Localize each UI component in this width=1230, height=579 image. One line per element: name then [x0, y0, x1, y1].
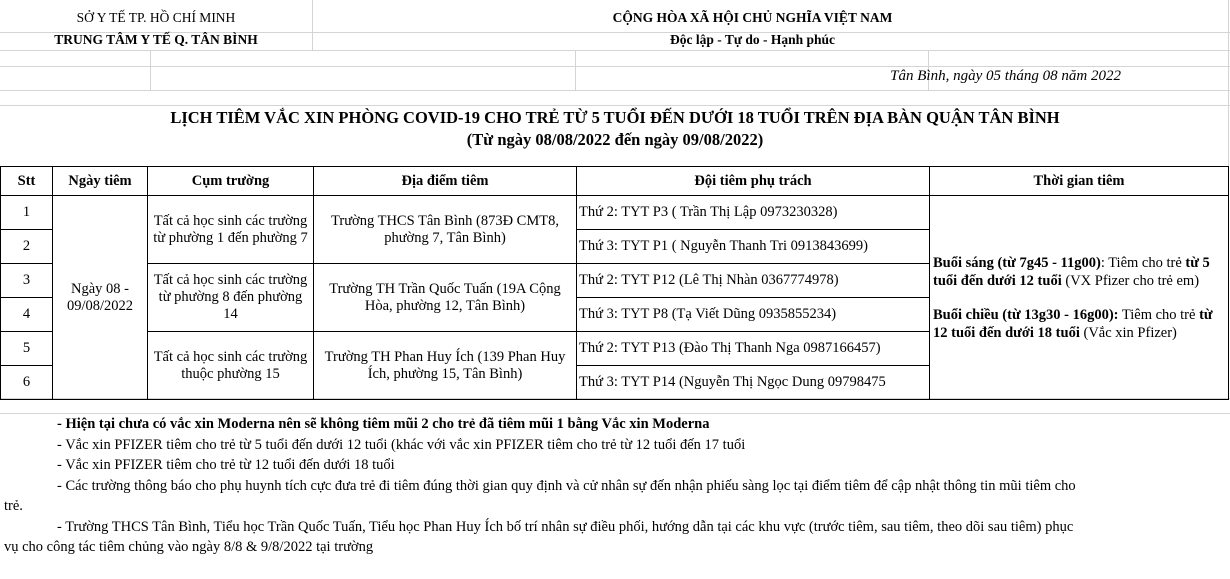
note-pfizer-5-12: - Vắc xin PFIZER tiêm cho trẻ từ 5 tuổi đến dưới 12 tuổi (khác với vắc xin PFIZER tiêm cho trẻ từ 12 tuổi đến 17 tuổi	[57, 436, 746, 453]
afternoon-vaccine: (Vắc xin Pfizer)	[1079, 324, 1177, 341]
morning-age: từ 5 tuổi đến dưới 12 tuổi	[933, 254, 1210, 289]
vaccination-location: Trường THCS Tân Bình (873Đ CMT8, phường 7, Tân Bình)	[314, 196, 577, 264]
note-staff: - Trường THCS Tân Bình, Tiểu học Trần Quốc Tuấn, Tiểu học Phan Huy Ích bố trí nhân sự điều phối, hướng dẫn tại các khu vực (trước tiêm, sau tiêm, theo dõi sau tiêm) phục	[57, 518, 1074, 535]
row-stt: 1	[1, 196, 53, 230]
note-schools-parents: - Các trường thông báo cho phụ huynh tích cực đưa trẻ đi tiêm đúng thời gian quy định và cử nhân sự đến nhận phiếu sàng lọc tại điểm tiêm để cập nhật thông tin mũi tiêm cho	[57, 477, 1076, 494]
page-title: LỊCH TIÊM VẮC XIN PHÒNG COVID-19 CHO TRẺ TỪ 5 TUỔI ĐẾN DƯỚI 18 TUỔI TRÊN ĐỊA BÀN QUẬN TÂN BÌNH	[170, 108, 1060, 127]
row-stt: 3	[1, 264, 53, 298]
note-schools-parents-cont: trẻ.	[4, 498, 23, 514]
vaccination-date: Ngày 08 - 09/08/2022	[53, 196, 148, 400]
table-header-row	[1, 167, 1229, 196]
header-team: Đội tiêm phụ trách	[577, 167, 930, 196]
center-name: TRUNG TÂM Y TẾ Q. TÂN BÌNH	[54, 32, 258, 47]
morning-label: Buổi sáng (từ 7g45 - 11g00)	[933, 254, 1101, 271]
afternoon-age: từ 12 tuổi đến dưới 18 tuổi	[933, 306, 1213, 341]
row-stt: 6	[1, 366, 53, 400]
school-cluster: Tất cả học sinh các trường từ phường 8 đến phường 14	[148, 264, 314, 332]
morning-text: : Tiêm cho trẻ	[1100, 254, 1186, 271]
note-pfizer-12-18: - Vắc xin PFIZER tiêm cho trẻ từ 12 tuổi đến dưới 18 tuổi	[57, 457, 395, 473]
row-stt: 4	[1, 298, 53, 332]
vaccination-team: Thứ 3: TYT P1 ( Nguyễn Thanh Tri 0913843699)	[577, 230, 930, 264]
header-date: Ngày tiêm	[53, 167, 148, 196]
header-time: Thời gian tiêm	[930, 167, 1229, 196]
vaccination-team: Thứ 2: TYT P13 (Đào Thị Thanh Nga 0987166457)	[577, 332, 930, 366]
schedule-table	[0, 166, 1229, 400]
row-stt: 2	[1, 230, 53, 264]
vaccination-team: Thứ 3: TYT P8 (Tạ Viết Dũng 0935855234)	[577, 298, 930, 332]
morning-vaccine: (VX Pfizer cho trẻ em)	[1061, 272, 1200, 289]
national-motto: Độc lập - Tự do - Hạnh phúc	[669, 32, 836, 47]
header-cluster: Cụm trường	[148, 167, 314, 196]
notes	[0, 414, 1230, 558]
afternoon-session	[933, 306, 1225, 342]
morning-session	[933, 254, 1225, 290]
row-stt: 5	[1, 332, 53, 366]
vaccination-location: Trường TH Trần Quốc Tuấn (19A Cộng Hòa, phường 12, Tân Bình)	[314, 264, 577, 332]
vaccination-team: Thứ 3: TYT P14 (Nguyễn Thị Ngọc Dung 09798475	[577, 366, 930, 400]
header-location: Địa điểm tiêm	[314, 167, 577, 196]
note-staff-cont: vụ cho công tác tiêm chủng vào ngày 8/8 & 9/8/2022 tại trường	[4, 539, 374, 555]
table-row	[1, 196, 1229, 230]
date-line: Tân Bình, ngày 05 tháng 08 năm 2022	[890, 68, 1121, 84]
afternoon-label: Buổi chiều (từ 13g30 - 16g00):	[933, 306, 1119, 323]
vaccination-time	[930, 196, 1229, 400]
vaccination-team: Thứ 2: TYT P3 ( Trần Thị Lập 0973230328)	[577, 196, 930, 230]
vaccination-team: Thứ 2: TYT P12 (Lê Thị Nhàn 0367774978)	[577, 264, 930, 298]
agency-name: SỞ Y TẾ TP. HỒ CHÍ MINH	[76, 10, 236, 25]
school-cluster: Tất cả học sinh các trường từ phường 1 đến phường 7	[148, 196, 314, 264]
national-title: CỘNG HÒA XÃ HỘI CHỦ NGHĨA VIỆT NAM	[612, 10, 893, 25]
school-cluster: Tất cả học sinh các trường thuộc phường 15	[148, 332, 314, 400]
note-moderna: - Hiện tại chưa có vắc xin Moderna nên sẽ không tiêm mũi 2 cho trẻ đã tiêm mũi 1 bằng Vắc xin Moderna	[57, 416, 710, 432]
page-subtitle: (Từ ngày 08/08/2022 đến ngày 09/08/2022)	[466, 130, 764, 149]
vaccination-location: Trường TH Phan Huy Ích (139 Phan Huy Ích, phường 15, Tân Bình)	[314, 332, 577, 400]
header-stt: Stt	[1, 167, 53, 196]
afternoon-text: Tiêm cho trẻ	[1118, 306, 1200, 323]
